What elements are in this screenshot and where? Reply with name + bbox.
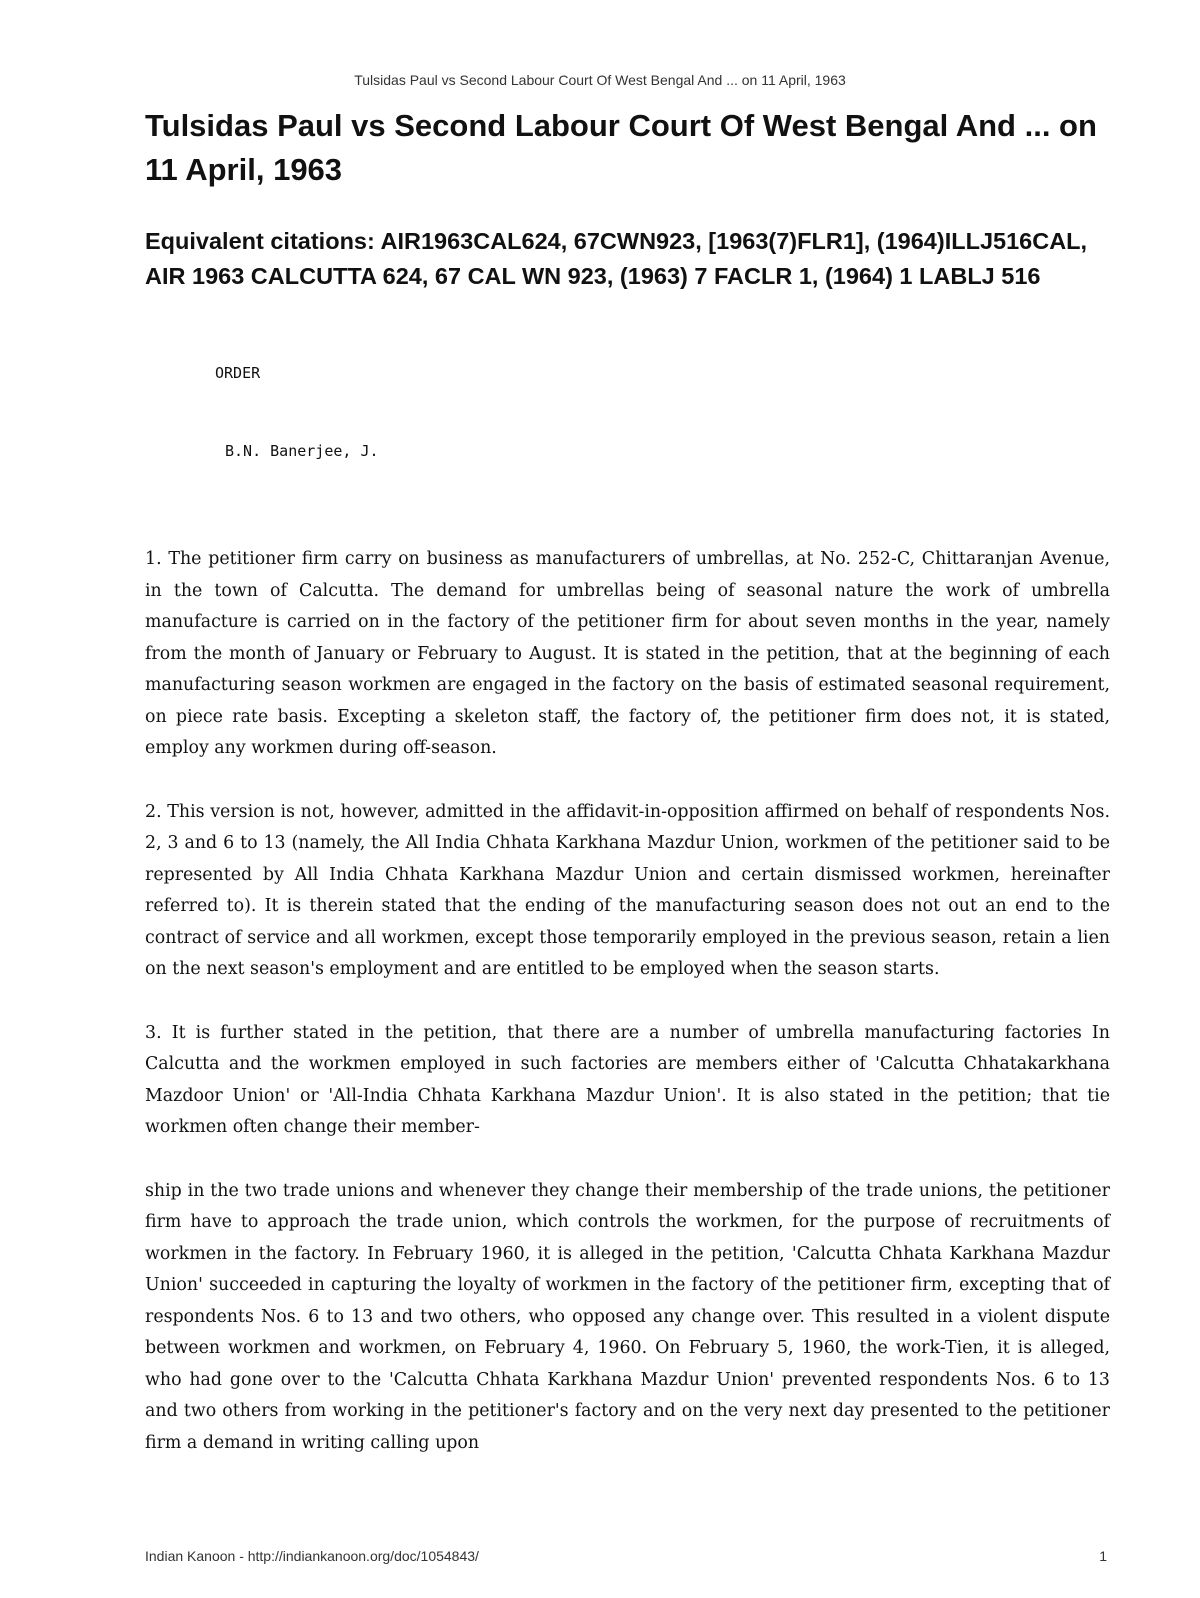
document-title: Tulsidas Paul vs Second Labour Court Of West Bengal And ... on 11 April, 1963 xyxy=(145,108,1097,187)
equivalent-citations: Equivalent citations: AIR1963CAL624, 67CWN923, [1963(7)FLR1], (1964)ILLJ516CAL, AIR 1963 CALCUTTA 624, 67 CAL WN 923, (1963) 7 FACLR 1, (1964) 1 LABLJ 516 xyxy=(145,228,1088,289)
order-label: ORDER xyxy=(215,364,261,382)
paragraph-2: 2. This version is not, however, admitted in the affidavit-in-opposition affirmed on behalf of respondents Nos. 2, 3 and 6 to 13 (namely, the All India Chhata Karkhana Mazdur Union, workmen of the petitioner said to be represented by All India Chhata Karkhana Mazdur Union and certain dismissed workmen, hereinafter referred to). It is therein stated that the ending of the manufacturing season does not out an end to the contract of service and all workmen, except those temporarily employed in the previous season, retain a lien on the next season's employment and are entitled to be employed when the season starts. xyxy=(145,801,1110,979)
judgment-body xyxy=(145,544,1110,1459)
running-header: Tulsidas Paul vs Second Labour Court Of West Bengal And ... on 11 April, 1963 xyxy=(354,72,846,88)
paragraph-3: 3. It is further stated in the petition, that there are a number of umbrella manufacturing factories In Calcutta and the workmen employed in such factories are members either of 'Calcutta Chhatakarkhana Mazdoor Union' or 'All-India Chhata Karkhana Mazdur Union'. It is also stated in the petition; that tie workmen often change their member- xyxy=(145,1022,1110,1137)
paragraph-1: 1. The petitioner firm carry on business as manufacturers of umbrellas, at No. 252-C, Chittaranjan Avenue, in the town of Calcutta. The demand for umbrellas being of seasonal nature the work of umbrella manufacture is carried on in the factory of the petitioner firm for about seven months in the year, namely from the month of January or February to August. It is stated in the petition, that at the beginning of each manufacturing season workmen are engaged in the factory on the basis of estimated seasonal requirement, on piece rate basis. Excepting a skeleton staff, the factory of, the petitioner firm does not, it is stated, employ any workmen during off-season. xyxy=(145,549,1110,758)
page-number: 1 xyxy=(1099,1548,1107,1564)
judge-name: B.N. Banerjee, J. xyxy=(225,442,379,460)
paragraph-4: ship in the two trade unions and whenever they change their membership of the trade unions, the petitioner firm have to approach the trade union, which controls the workmen, for the purpose of recruitments of workmen in the factory. In February 1960, it is alleged in the petition, 'Calcutta Chhata Karkhana Mazdur Union' succeeded in capturing the loyalty of workmen in the factory of the petitioner firm, excepting that of respondents Nos. 6 to 13 and two others, who opposed any change over. This resulted in a violent dispute between workmen and workmen, on February 4, 1960. On February 5, 1960, the work-Tien, it is alleged, who had gone over to the 'Calcutta Chhata Karkhana Mazdur Union' prevented respondents Nos. 6 to 13 and two others from working in the petitioner's factory and on the very next day presented to the petitioner firm a demand in writing calling upon xyxy=(145,1180,1110,1453)
footer-source: Indian Kanoon - http://indiankanoon.org/doc/1054843/ xyxy=(145,1548,479,1564)
